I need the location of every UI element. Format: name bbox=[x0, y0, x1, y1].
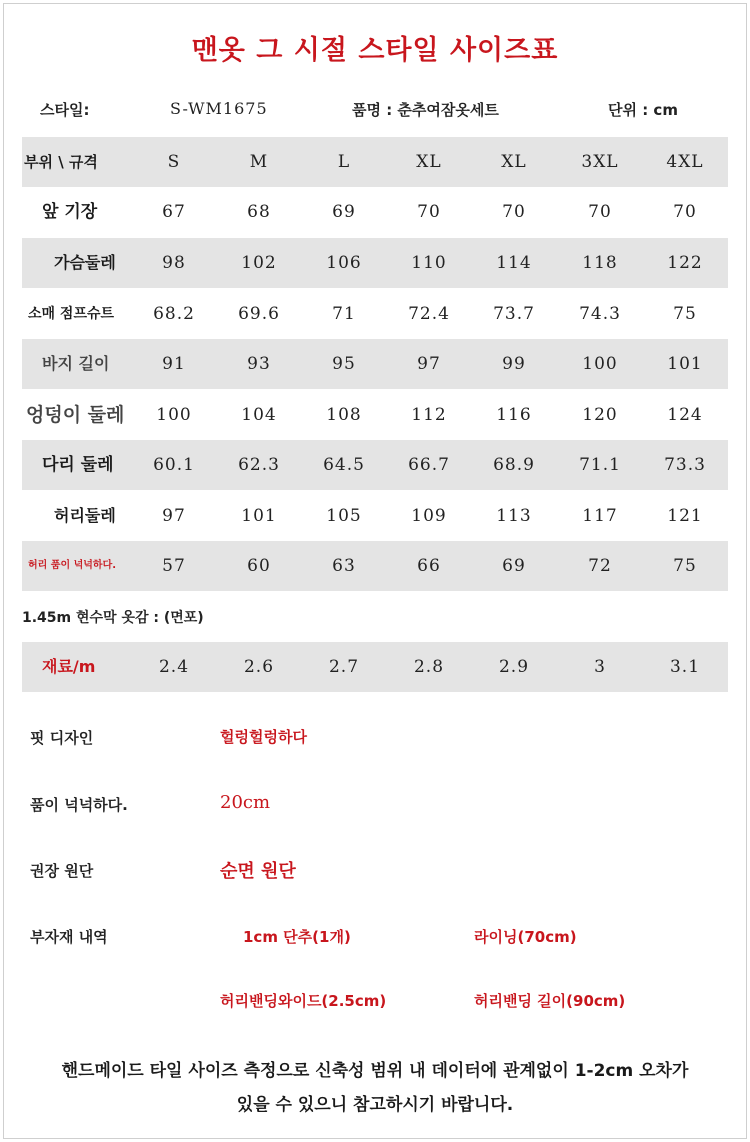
table-cell: 71.1 bbox=[579, 455, 621, 475]
table-cell: 70 bbox=[502, 202, 526, 222]
table-cell: 109 bbox=[411, 506, 447, 526]
unit-label: 단위 : cm bbox=[608, 101, 678, 119]
table-cell: 70 bbox=[588, 202, 612, 222]
fabric-note: 1.45m 현수막 옷감 : (면포) bbox=[22, 610, 204, 626]
fit-value: 헐렁헐렁하다 bbox=[220, 728, 307, 746]
table-row bbox=[22, 238, 728, 288]
fabric-value: 순면 원단 bbox=[220, 861, 296, 882]
fabric-label: 권장 원단 bbox=[30, 862, 94, 880]
table-cell: 102 bbox=[241, 253, 277, 273]
footer-note-line1: 핸드메이드 타일 사이즈 측정으로 신축성 범위 내 데이터에 관계없이 1-2cm 오차가 bbox=[61, 1061, 689, 1081]
accessory-item: 허리밴딩 길이(90cm) bbox=[474, 992, 626, 1010]
table-cell: 60 bbox=[247, 556, 271, 576]
table-cell: 110 bbox=[411, 253, 447, 273]
row-label: 재료/m bbox=[42, 657, 96, 676]
table-cell: 2.9 bbox=[498, 657, 530, 677]
table-cell: 3.1 bbox=[669, 657, 701, 677]
table-cell: 62.3 bbox=[238, 455, 280, 475]
table-cell: 122 bbox=[667, 253, 703, 273]
accessory-item: 허리밴딩와이드(2.5cm) bbox=[220, 992, 387, 1010]
table-cell: 60.1 bbox=[153, 455, 195, 475]
table-cell: 99 bbox=[502, 354, 526, 374]
table-cell: 64.5 bbox=[323, 455, 365, 475]
accessory-item: 라이닝(70cm) bbox=[474, 928, 577, 946]
table-cell: 124 bbox=[667, 405, 703, 425]
table-cell: 2.6 bbox=[243, 657, 275, 677]
table-cell: 72.4 bbox=[408, 304, 450, 324]
table-row bbox=[22, 541, 728, 591]
table-row bbox=[22, 440, 728, 490]
accessories-label: 부자재 내역 bbox=[30, 928, 108, 946]
size-header: 4XL bbox=[666, 152, 704, 172]
table-cell: 113 bbox=[496, 506, 532, 526]
table-cell: 68.9 bbox=[493, 455, 535, 475]
size-header: 3XL bbox=[581, 152, 619, 172]
table-cell: 104 bbox=[241, 405, 277, 425]
ease-value: 20cm bbox=[220, 792, 271, 813]
table-cell: 70 bbox=[673, 202, 697, 222]
table-cell: 101 bbox=[241, 506, 277, 526]
page-title: 맨옷 그 시절 스타일 사이즈표 bbox=[191, 35, 559, 66]
row-label: 소매 점프슈트 bbox=[28, 306, 115, 322]
size-header: XL bbox=[501, 152, 527, 172]
table-cell: 70 bbox=[417, 202, 441, 222]
table-cell: 2.8 bbox=[413, 657, 445, 677]
fit-label: 핏 디자인 bbox=[30, 729, 94, 747]
product-name: 품명 : 춘추여잠옷세트 bbox=[352, 101, 499, 119]
table-cell: 118 bbox=[582, 253, 618, 273]
table-cell: 93 bbox=[247, 354, 271, 374]
row-label: 가슴둘레 bbox=[54, 253, 116, 272]
table-cell: 2.4 bbox=[158, 657, 190, 677]
table-cell: 108 bbox=[326, 405, 362, 425]
style-code: S-WM1675 bbox=[170, 99, 268, 118]
table-cell: 100 bbox=[582, 354, 618, 374]
table-cell: 120 bbox=[582, 405, 618, 425]
table-cell: 72 bbox=[588, 556, 612, 576]
ease-label: 품이 넉넉하다. bbox=[30, 796, 128, 814]
table-cell: 98 bbox=[162, 253, 186, 273]
table-cell: 73.7 bbox=[493, 304, 535, 324]
row-label: 허리 품이 넉넉하다. bbox=[28, 560, 117, 571]
table-cell: 69 bbox=[332, 202, 356, 222]
table-row bbox=[22, 339, 728, 389]
row-label: 다리 둘레 bbox=[42, 455, 114, 475]
table-cell: 97 bbox=[162, 506, 186, 526]
table-cell: 112 bbox=[411, 405, 447, 425]
table-cell: 75 bbox=[673, 556, 697, 576]
row-label: 허리둘레 bbox=[54, 506, 116, 525]
material-row bbox=[22, 642, 728, 692]
table-cell: 101 bbox=[667, 354, 703, 374]
row-label: 앞 기장 bbox=[42, 202, 98, 222]
table-cell: 95 bbox=[332, 354, 356, 374]
table-cell: 69 bbox=[502, 556, 526, 576]
table-cell: 69.6 bbox=[238, 304, 280, 324]
table-cell: 100 bbox=[156, 405, 192, 425]
table-cell: 116 bbox=[496, 405, 532, 425]
table-cell: 71 bbox=[332, 304, 356, 324]
table-cell: 57 bbox=[162, 556, 186, 576]
size-header: S bbox=[167, 152, 181, 172]
accessory-item: 1cm 단추(1개) bbox=[243, 928, 351, 946]
table-cell: 74.3 bbox=[579, 304, 621, 324]
row-label: 엉덩이 둘레 bbox=[26, 404, 125, 426]
table-cell: 66.7 bbox=[408, 455, 450, 475]
footer-note-line2: 있을 수 있으니 참고하시기 바랍니다. bbox=[236, 1095, 514, 1115]
table-cell: 114 bbox=[496, 253, 532, 273]
table-cell: 68 bbox=[247, 202, 271, 222]
size-header: M bbox=[249, 152, 269, 172]
table-cell: 63 bbox=[332, 556, 356, 576]
table-cell: 117 bbox=[582, 506, 618, 526]
style-label: 스타일: bbox=[40, 101, 90, 119]
table-cell: 97 bbox=[417, 354, 441, 374]
table-cell: 105 bbox=[326, 506, 362, 526]
table-row bbox=[22, 390, 728, 440]
table-cell: 121 bbox=[667, 506, 703, 526]
table-cell: 106 bbox=[326, 253, 362, 273]
size-header: L bbox=[337, 152, 351, 172]
table-cell: 73.3 bbox=[664, 455, 706, 475]
table-cell: 68.2 bbox=[153, 304, 195, 324]
table-cell: 3 bbox=[594, 657, 606, 677]
table-cell: 2.7 bbox=[328, 657, 360, 677]
table-row bbox=[22, 491, 728, 541]
table-cell: 75 bbox=[673, 304, 697, 324]
header-label: 부위 \ 규격 bbox=[24, 153, 98, 171]
table-cell: 67 bbox=[162, 202, 186, 222]
table-row bbox=[22, 187, 728, 237]
table-cell: 91 bbox=[162, 354, 186, 374]
size-header: XL bbox=[416, 152, 442, 172]
row-label: 바지 길이 bbox=[42, 354, 110, 373]
table-cell: 66 bbox=[417, 556, 441, 576]
table-row bbox=[22, 289, 728, 339]
table-header-row bbox=[22, 137, 728, 187]
